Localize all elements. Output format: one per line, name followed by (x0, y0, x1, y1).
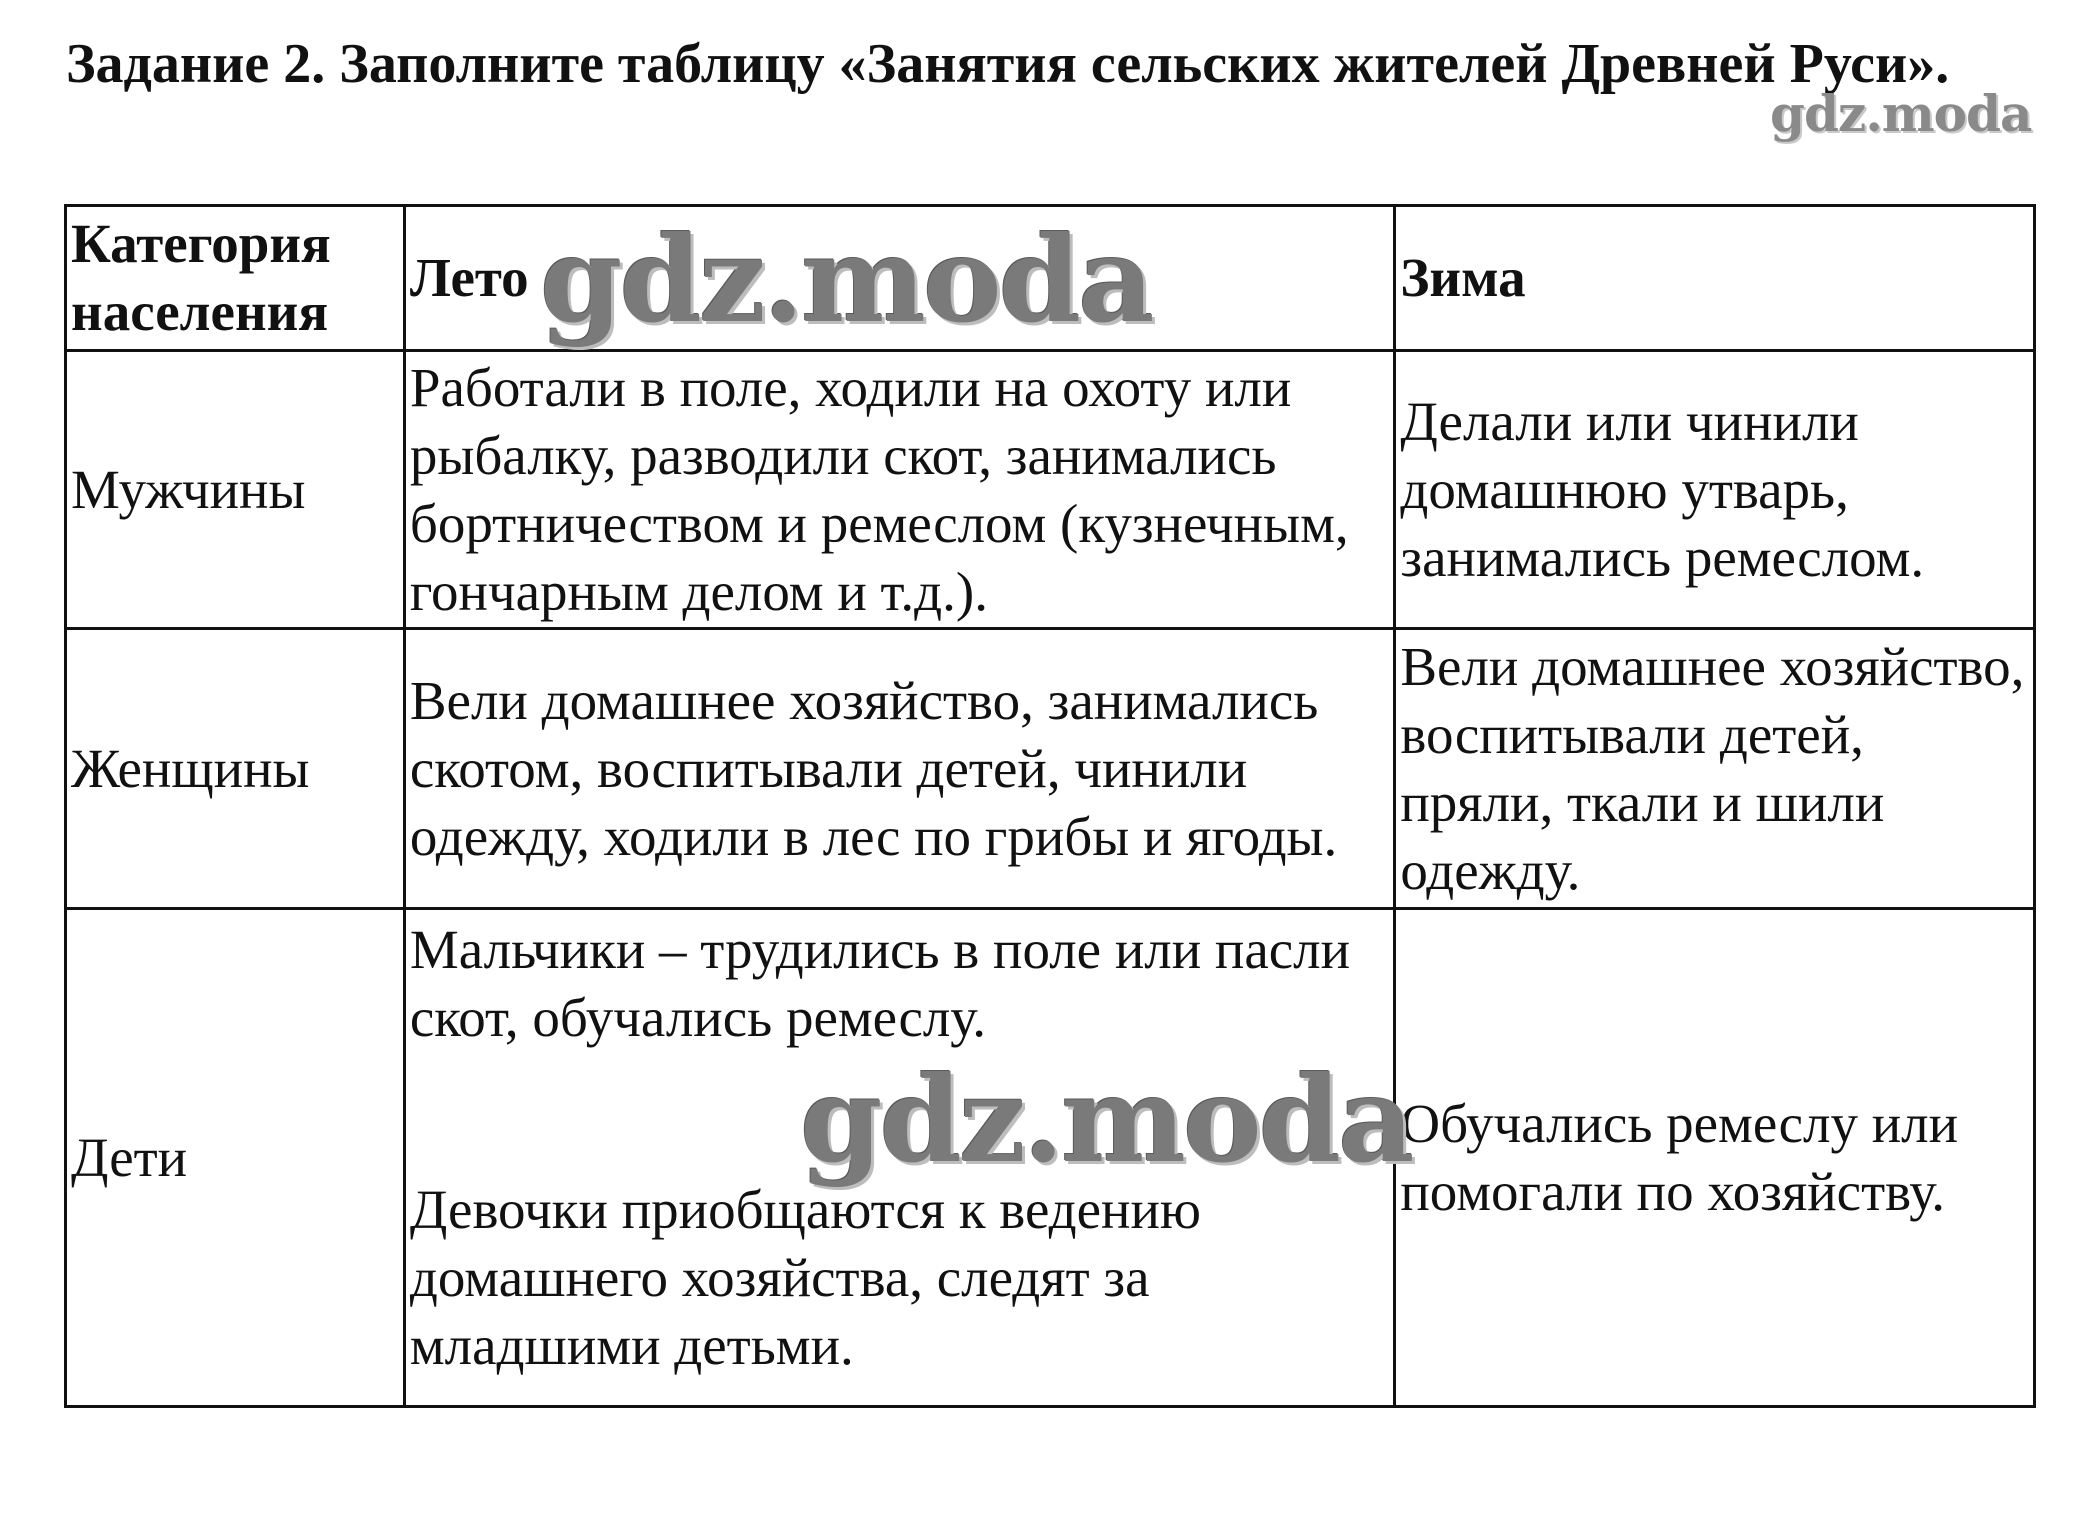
row-winter-children: Обучались ремеслу или помогали по хозяйству. (1395, 909, 2035, 1407)
summer-boys-text: Мальчики – трудились в поле или пасли скот, обучались ремеслу. (409, 919, 1351, 1048)
row-category-women: Женщины (66, 629, 405, 909)
table-row (66, 351, 2035, 629)
watermark-logo: gdz.moda (800, 1050, 1412, 1189)
summer-girls-text: Девочки приобщаются к ведению домашнего хозяйства, следят за младшими детьми. (409, 1179, 1201, 1376)
row-summer-men: Работали в поле, ходили на охоту или рыбалку, разводили скот, занимались бортничеством и ремеслом (кузнечным, гончарным делом и т.д.). (404, 351, 1395, 629)
header-winter: Зима (1395, 206, 2035, 351)
row-summer-children (404, 909, 1395, 1407)
occupations-table (64, 204, 2036, 1408)
table-header-row (66, 206, 2035, 351)
watermark-logo: gdz.moda (540, 210, 1152, 349)
table-row (66, 909, 2035, 1407)
header-category: Категория населения (66, 206, 405, 351)
header-summer: Лето (404, 206, 1395, 351)
task-title: Задание 2. Заполните таблицу «Занятия сельских жителей Древней Руси». (66, 33, 1950, 95)
watermark-logo: gdz.moda (1770, 84, 2032, 143)
row-winter-women: Вели домашнее хозяйство, воспитывали детей, пряли, ткали и шили одежду. (1395, 629, 2035, 909)
row-category-children: Дети (66, 909, 405, 1407)
row-summer-women: Вели домашнее хозяйство, занимались скотом, воспитывали детей, чинили одежду, ходили в лес по грибы и ягоды. (404, 629, 1395, 909)
table-row (66, 629, 2035, 909)
row-winter-men: Делали или чинили домашнюю утварь, занимались ремеслом. (1395, 351, 2035, 629)
row-category-men: Мужчины (66, 351, 405, 629)
